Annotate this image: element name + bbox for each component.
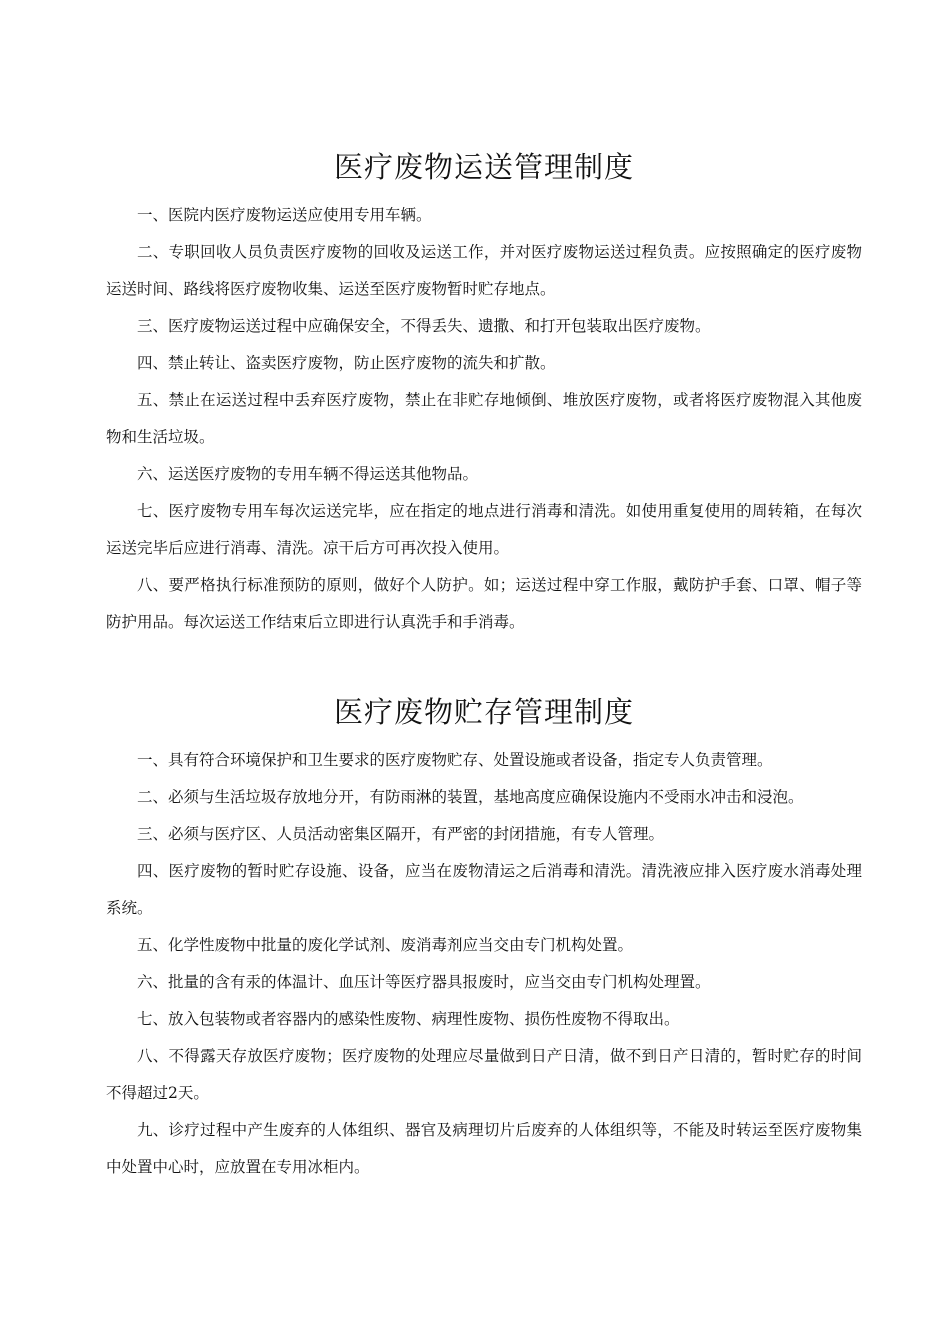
section-title: 医疗废物贮存管理制度: [333, 695, 634, 729]
paragraph: 四、医疗废物的暂时贮存设施、设备，应当在废物清运之后消毒和清洗。清洗液应排入医疗废水消毒处理系统。: [106, 862, 862, 917]
paragraph: 三、医疗废物运送过程中应确保安全，不得丢失、遗撒、和打开包装取出医疗废物。: [137, 317, 711, 335]
paragraph: 五、化学性废物中批量的废化学试剂、废消毒剂应当交由专门机构处置。: [137, 936, 634, 954]
paragraph: 五、禁止在运送过程中丢弃医疗废物，禁止在非贮存地倾倒、堆放医疗废物，或者将医疗废物混入其他废物和生活垃圾。: [106, 391, 862, 446]
paragraph: 四、禁止转让、盗卖医疗废物，防止医疗废物的流失和扩散。: [137, 354, 556, 372]
transport-regulation-section: [106, 149, 862, 641]
paragraph: 三、必须与医疗区、人员活动密集区隔开，有严密的封闭措施，有专人管理。: [137, 825, 665, 843]
storage-regulation-section: [106, 694, 862, 1186]
paragraph: 七、放入包装物或者容器内的感染性废物、病理性废物、损伤性废物不得取出。: [137, 1010, 680, 1028]
paragraph: 八、不得露天存放医疗废物；医疗废物的处理应尽量做到日产日清，做不到日产日清的，暂时贮存的时间不得超过2天。: [106, 1047, 862, 1102]
paragraph: 八、要严格执行标准预防的原则，做好个人防护。如；运送过程中穿工作服，戴防护手套、口罩、帽子等防护用品。每次运送工作结束后立即进行认真洗手和手消毒。: [106, 576, 862, 631]
paragraph: 六、运送医疗废物的专用车辆不得运送其他物品。: [137, 465, 479, 483]
paragraph: 六、批量的含有汞的体温计、血压计等医疗器具报废时，应当交由专门机构处理置。: [137, 973, 711, 991]
paragraph: 二、专职回收人员负责医疗废物的回收及运送工作，并对医疗废物运送过程负责。应按照确定的医疗废物运送时间、路线将医疗废物收集、运送至医疗废物暂时贮存地点。: [106, 243, 862, 298]
section-title: 医疗废物运送管理制度: [333, 150, 634, 184]
paragraph: 一、医院内医疗废物运送应使用专用车辆。: [137, 206, 432, 224]
paragraph: 七、医疗废物专用车每次运送完毕，应在指定的地点进行消毒和清洗。如使用重复使用的周转箱，在每次运送完毕后应进行消毒、清洗。凉干后方可再次投入使用。: [106, 502, 862, 557]
paragraph: 一、具有符合环境保护和卫生要求的医疗废物贮存、处置设施或者设备，指定专人负责管理。: [137, 751, 773, 769]
paragraph: 二、必须与生活垃圾存放地分开，有防雨淋的装置，基地高度应确保设施内不受雨水冲击和浸泡。: [137, 788, 804, 806]
paragraph: 九、诊疗过程中产生废弃的人体组织、器官及病理切片后废弃的人体组织等，不能及时转运至医疗废物集中处置中心时，应放置在专用冰柜内。: [106, 1121, 862, 1176]
